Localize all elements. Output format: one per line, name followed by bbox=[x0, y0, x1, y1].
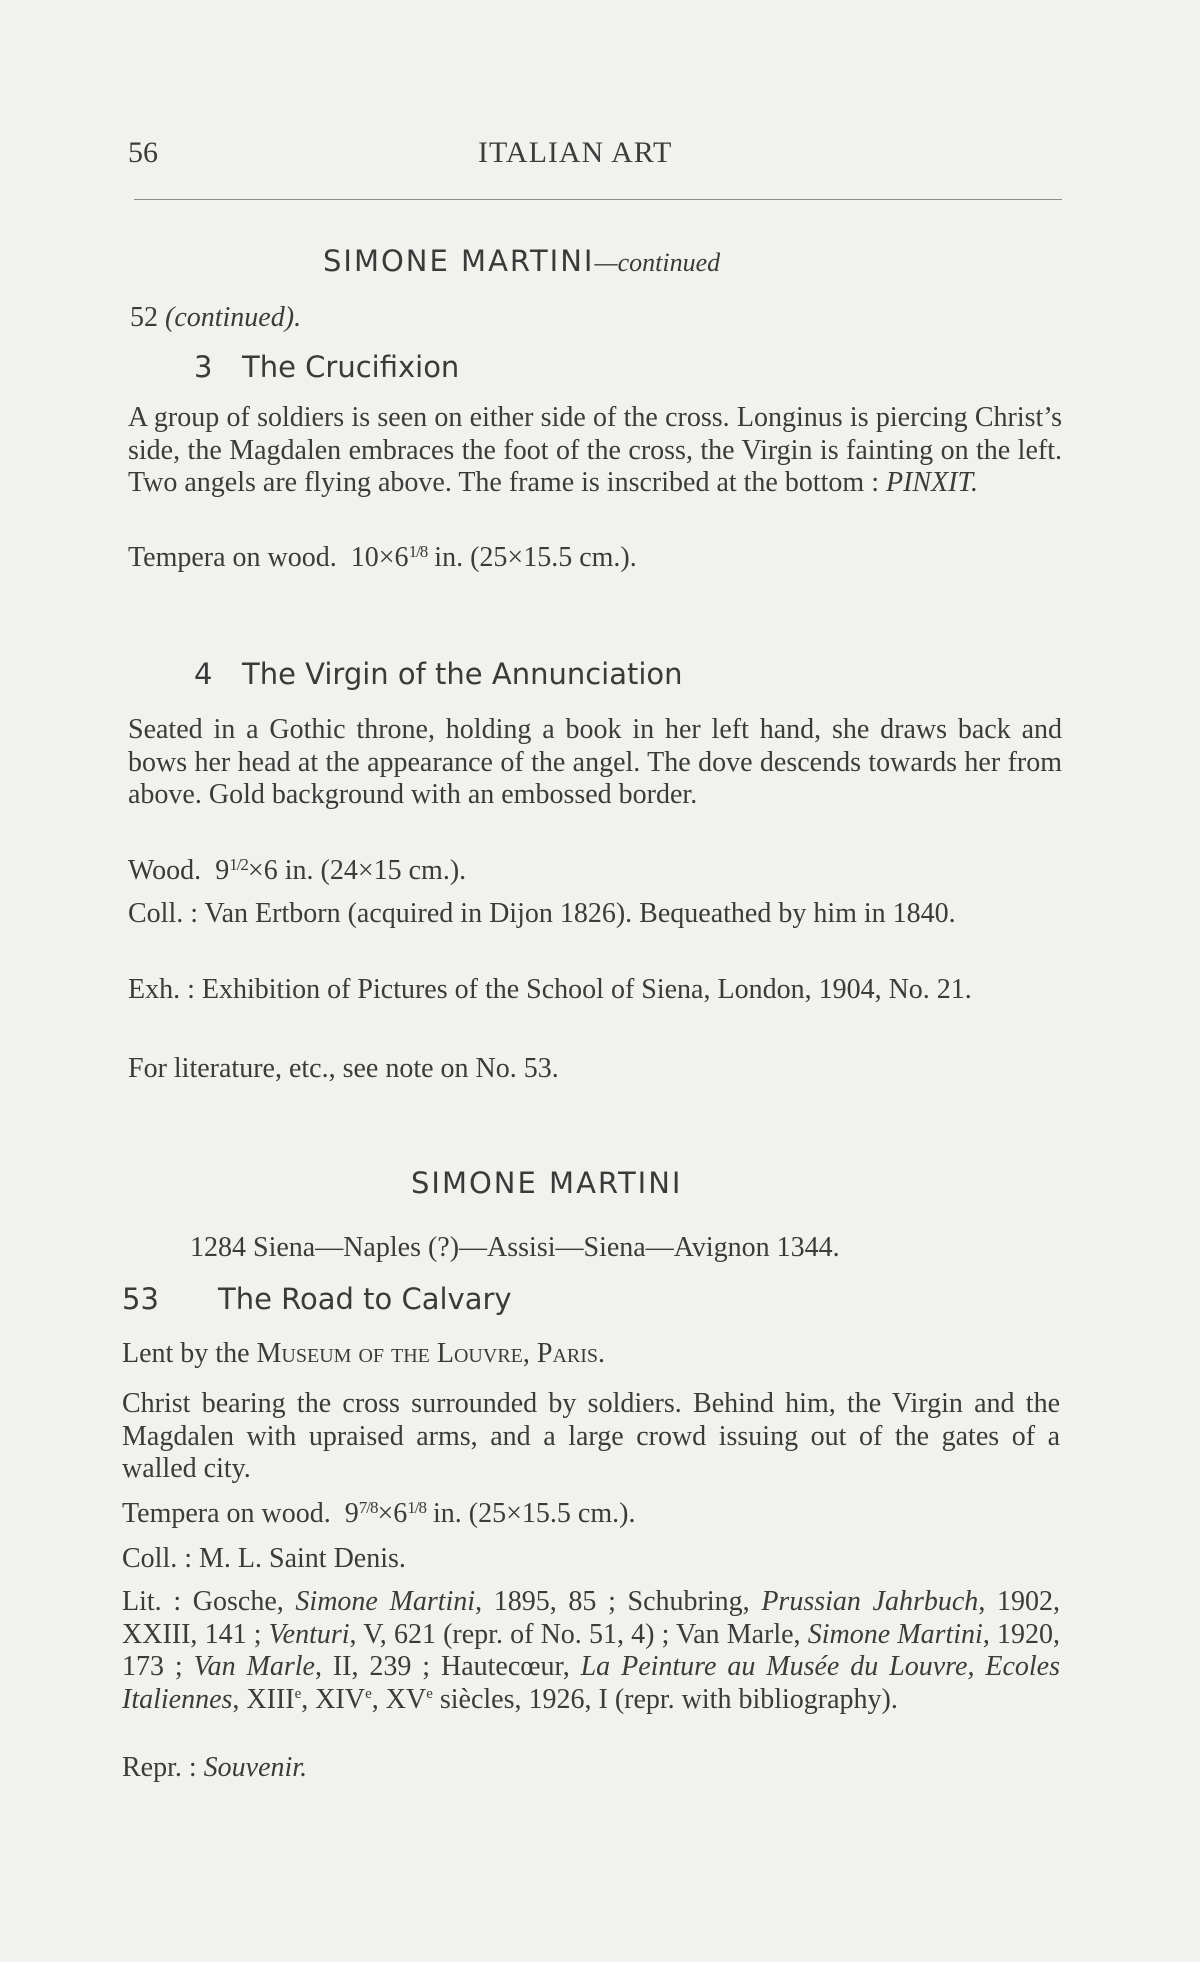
continued-word: (continued). bbox=[165, 302, 302, 333]
inscription: PINXIT. bbox=[885, 467, 978, 498]
section-heading bbox=[323, 244, 720, 278]
artist-biography: 1284 Siena—Naples (?)—Assisi—Siena—Avignon 1344. bbox=[190, 1232, 840, 1263]
item-title-crucifixion bbox=[194, 350, 459, 384]
item-exhibition: Exh. : Exhibition of Pictures of the School of Siena, London, 1904, No. 21. bbox=[128, 974, 972, 1005]
section-heading-name: SIMONE MARTINI bbox=[323, 244, 595, 278]
header-rule bbox=[134, 199, 1062, 200]
lender-name: Museum of the Louvre, Paris. bbox=[256, 1338, 606, 1369]
item-collection: Coll. : Van Ertborn (acquired in Dijon 1826). Bequeathed by him in 1840. bbox=[128, 898, 956, 929]
item-title-road-to-calvary bbox=[122, 1282, 512, 1316]
item-number: 53 bbox=[122, 1282, 159, 1316]
section-heading-suffix: —continued bbox=[594, 248, 721, 277]
item-literature-note: For literature, etc., see note on No. 53. bbox=[128, 1053, 559, 1084]
item-medium-dimensions: Tempera on wood. $10\times 6^{1/8}$ in. (25×15.5 cm.). bbox=[128, 542, 637, 573]
item-lender: Lent by the Museum of the Louvre, Paris. bbox=[122, 1338, 606, 1369]
item-title-annunciation bbox=[194, 657, 683, 691]
item-number: 4 bbox=[194, 657, 213, 691]
item-title-text: The Road to Calvary bbox=[218, 1282, 512, 1316]
item-literature: Lit. : Gosche, Simone Martini, 1895, 85 ; Schubring, Prussian Jahrbuch, 1902, XXIII, 141 ; Venturi, V, 621 (repr. of No. 51, 4) ; Van Marle, Simone Martini, 1920, 173 ; Van Marle, II, 239 ; Hautecœur, La Peinture au Musée du Louvre, Ecoles Italiennes, XIIIe, XIVe, XVe siècles, 1926, I (repr. with bibliography). bbox=[122, 1586, 1060, 1715]
item-title-text: The Crucifixion bbox=[242, 350, 460, 384]
item-number: 3 bbox=[194, 350, 213, 384]
item-reproduction: Repr. : Souvenir. bbox=[122, 1752, 308, 1783]
section-heading: SIMONE MARTINI bbox=[411, 1166, 683, 1200]
item-description: Christ bearing the cross surrounded by soldiers. Behind him, the Virgin and the Magdalen with upraised arms, and a large crowd issuing out of the gates of a walled city. bbox=[122, 1388, 1060, 1484]
entry-number: 52 bbox=[130, 302, 158, 333]
item-description: Seated in a Gothic throne, holding a book in her left hand, she draws back and bows her head at the appearance of the angel. The dove descends towards her from above. Gold background with an embossed border. bbox=[128, 714, 1062, 810]
page-number: 56 bbox=[128, 136, 158, 169]
running-title: ITALIAN ART bbox=[478, 136, 673, 169]
item-medium-dimensions: Tempera on wood. $9^{7/8}\times 6^{1/8}$ in. (25×15.5 cm.). bbox=[122, 1498, 636, 1529]
continued-entry-label bbox=[130, 302, 301, 334]
item-medium-dimensions: Wood. $9^{1/2}\times 6$ in. (24×15 cm.). bbox=[128, 855, 467, 886]
item-collection: Coll. : M. L. Saint Denis. bbox=[122, 1543, 406, 1574]
item-description: A group of soldiers is seen on either side of the cross. Longinus is piercing Christ’s side, the Magdalen embraces the foot of the cross, the Virgin is fainting on the left. Two angels are flying above. The frame is inscribed at the bottom : PINXIT. bbox=[128, 402, 1062, 498]
item-title-text: The Virgin of the Annunciation bbox=[242, 657, 683, 691]
